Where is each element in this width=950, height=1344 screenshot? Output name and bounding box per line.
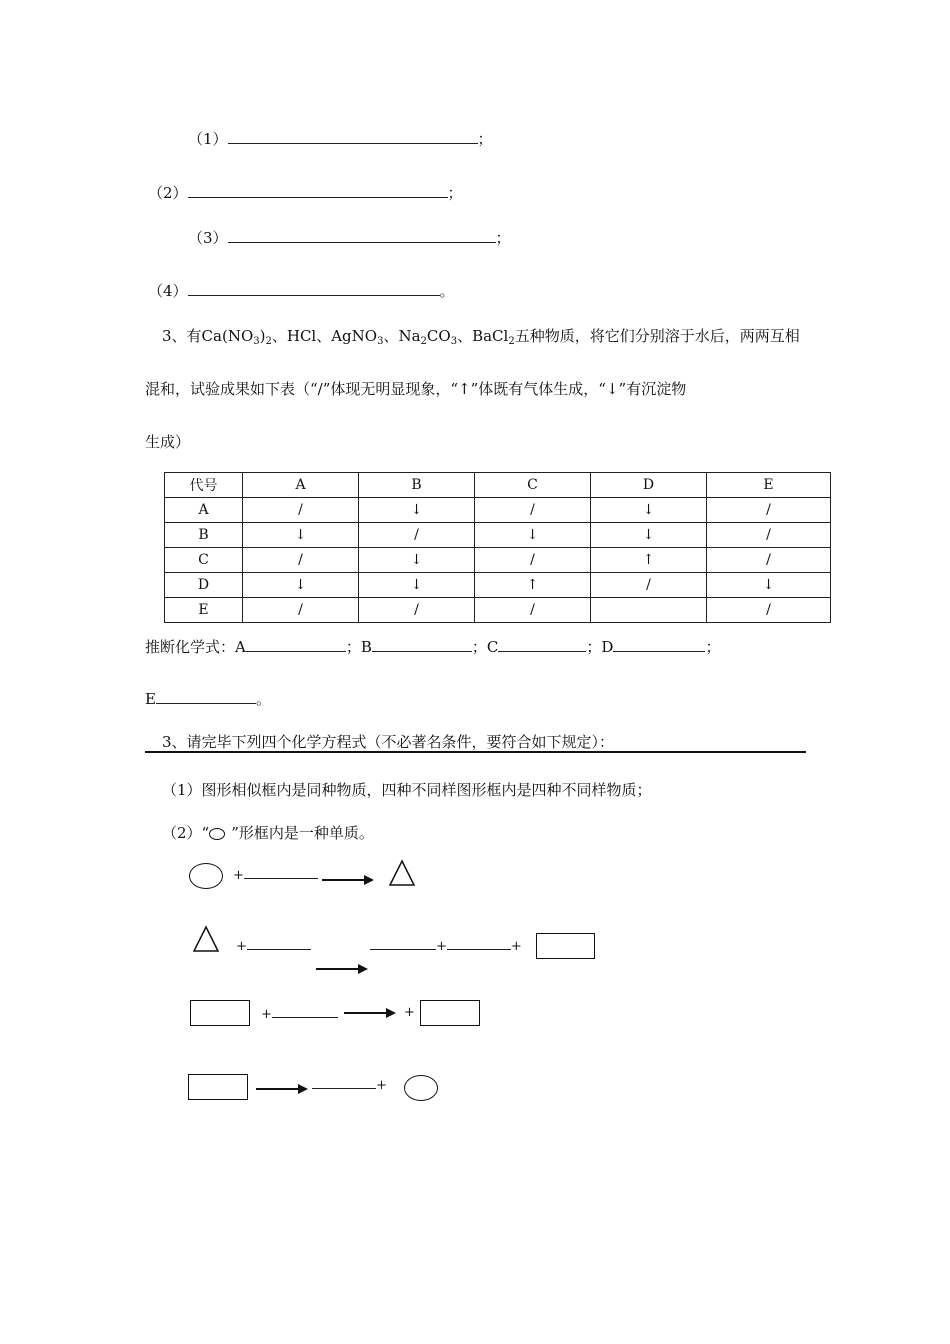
table-cell: / <box>707 523 831 548</box>
table-header-cell: D <box>591 473 707 498</box>
ellipse-shape <box>404 1075 438 1101</box>
equation-4-term: + <box>312 1076 387 1093</box>
answer-line-3: （3） ； <box>188 229 511 247</box>
table-cell: A <box>165 498 243 523</box>
table-cell: C <box>165 548 243 573</box>
infer-blank-c[interactable] <box>498 637 586 652</box>
table-header-cell: E <box>707 473 831 498</box>
table-cell: / <box>359 523 475 548</box>
triangle-shape <box>388 859 416 887</box>
equation-blank[interactable] <box>244 866 318 879</box>
table-cell: / <box>243 548 359 573</box>
table-cell: ↓ <box>243 523 359 548</box>
table-cell: / <box>475 548 591 573</box>
question4-title: 3、请完毕下列四个化学方程式（不必著名条件，要符合如下规定）： <box>162 733 615 751</box>
table-row <box>165 548 831 573</box>
table-header-cell: 代号 <box>165 473 243 498</box>
answer-blank[interactable] <box>228 129 478 144</box>
infer-prefix: 推断化学式： <box>145 638 236 656</box>
question3-line3: 生成） <box>145 433 191 451</box>
arrow-icon <box>344 1008 396 1018</box>
table-cell: ↓ <box>359 573 475 598</box>
equation-blank[interactable] <box>272 1005 338 1018</box>
table-cell: ↓ <box>243 573 359 598</box>
table-cell: D <box>165 573 243 598</box>
table-cell: ↓ <box>359 548 475 573</box>
infer-blank-e[interactable] <box>156 689 256 704</box>
question3-line2: 混和，试验成果如下表（“/”体现无明显现象，“↑”体既有气体生成，“↓”有沉淀物 <box>145 380 687 398</box>
table-cell: / <box>591 573 707 598</box>
table-cell: ↓ <box>707 573 831 598</box>
table-cell: ↓ <box>591 498 707 523</box>
table-row <box>165 598 831 623</box>
table-header-row <box>165 473 831 498</box>
table-row <box>165 498 831 523</box>
question3-line1: 3、有$Ca(NO_3)_2$、HCl、AgNO$_3$、$Na_2CO_3$、BaCl$_2$五种物质，将它们分别溶于水后，两两互相 <box>162 327 800 347</box>
equation-blank[interactable] <box>312 1076 376 1089</box>
equation-1-term: + <box>233 866 318 883</box>
table-cell: ↓ <box>475 523 591 548</box>
table-cell: / <box>707 598 831 623</box>
answer-label: （1） <box>188 130 228 148</box>
arrow-icon <box>256 1084 308 1094</box>
answer-blank[interactable] <box>188 183 448 198</box>
table-cell: / <box>707 498 831 523</box>
answer-label: （2） <box>148 184 188 202</box>
table-cell: ↓ <box>359 498 475 523</box>
table-row <box>165 573 831 598</box>
table-cell: E <box>165 598 243 623</box>
infer-blank-a[interactable] <box>246 637 346 652</box>
equation-2-products: + + <box>370 937 522 954</box>
infer-line-e: E 。 <box>145 690 271 708</box>
table-cell: ↑ <box>591 548 707 573</box>
answer-blank[interactable] <box>228 228 496 243</box>
table-cell: / <box>243 498 359 523</box>
table-header-cell: A <box>243 473 359 498</box>
answer-label: （4） <box>148 282 188 300</box>
table-header-cell: B <box>359 473 475 498</box>
table-cell <box>591 598 707 623</box>
answer-blank[interactable] <box>188 281 440 296</box>
equation-blank[interactable] <box>247 937 311 950</box>
results-table <box>164 472 831 623</box>
triangle-shape <box>192 925 220 953</box>
table-cell: / <box>475 498 591 523</box>
table-row <box>165 523 831 548</box>
answer-line-4: （4） 。 <box>148 282 455 300</box>
table-header-cell: C <box>475 473 591 498</box>
table-cell: / <box>243 598 359 623</box>
table-cell: / <box>359 598 475 623</box>
answer-line-2: （2） ； <box>148 184 463 202</box>
infer-blank-d[interactable] <box>613 637 705 652</box>
ellipse-shape <box>189 863 223 889</box>
equation-blank[interactable] <box>447 937 511 950</box>
divider <box>145 751 806 753</box>
equation-3-term: + <box>261 1005 338 1022</box>
table-cell: / <box>707 548 831 573</box>
equation-blank[interactable] <box>370 937 436 950</box>
table-cell: B <box>165 523 243 548</box>
ellipse-icon <box>209 828 225 840</box>
infer-line: 推断化学式：A ；B ；C ；D ； <box>145 638 721 656</box>
rectangle-shape <box>188 1074 248 1100</box>
equation-2-term: + <box>236 937 311 954</box>
arrow-icon <box>322 875 374 885</box>
rectangle-shape <box>536 933 595 959</box>
equation-3-plus: + <box>404 1005 415 1020</box>
table-cell: ↓ <box>591 523 707 548</box>
question4-rule2: （2）“ ”形框内是一种单质。 <box>162 824 374 842</box>
table-cell: ↑ <box>475 573 591 598</box>
rectangle-shape <box>190 1000 250 1026</box>
rectangle-shape <box>420 1000 480 1026</box>
answer-label: （3） <box>188 229 228 247</box>
infer-blank-b[interactable] <box>372 637 472 652</box>
table-cell: / <box>475 598 591 623</box>
answer-line-1: （1） ； <box>188 130 493 148</box>
arrow-icon <box>316 964 368 974</box>
question4-rule1: （1）图形相似框内是同种物质，四种不同样图形框内是四种不同样物质； <box>162 781 652 799</box>
